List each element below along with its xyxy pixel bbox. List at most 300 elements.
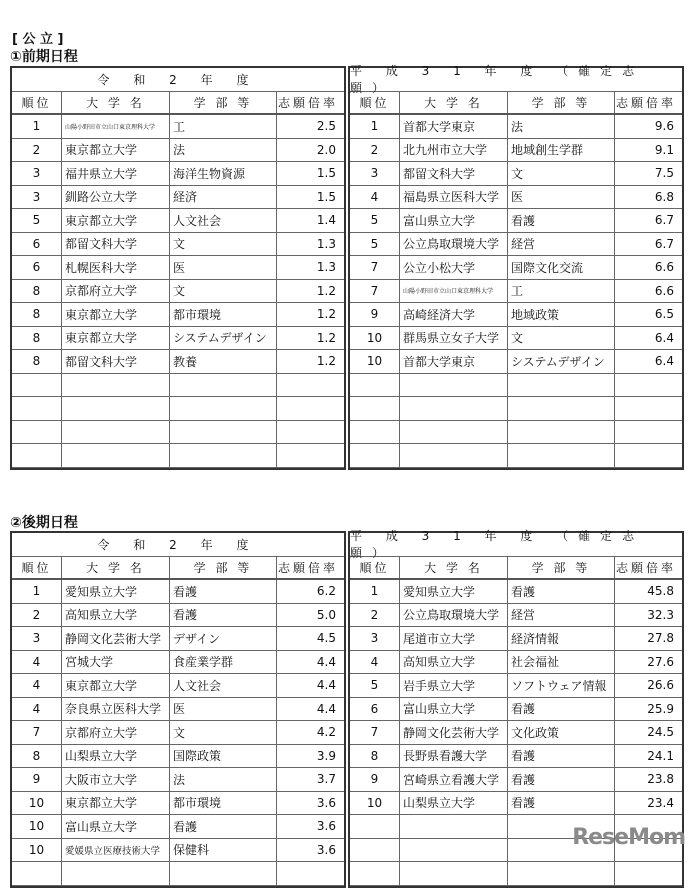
university-cell <box>62 444 170 467</box>
table-row <box>12 115 344 139</box>
table-row <box>12 792 344 816</box>
left-ranking-table <box>10 66 346 470</box>
ratio-cell <box>277 444 344 467</box>
university-cell: 尾道市立大学 <box>400 627 508 650</box>
rank-cell <box>350 839 400 862</box>
ratio-cell: 6.6 <box>654 283 674 298</box>
rank-cell <box>12 374 62 397</box>
rank-cell <box>350 397 400 420</box>
ratio-cell: 45.8 <box>647 584 674 599</box>
ratio-cell: 3.6 <box>316 795 336 810</box>
university-cell: 長野県看護大学 <box>400 745 508 768</box>
table-row <box>12 374 344 398</box>
rank-cell: 10 <box>12 815 62 838</box>
university-cell <box>62 421 170 444</box>
university-cell: 都留文科大学 <box>62 233 170 256</box>
rank-cell: 6 <box>350 698 400 721</box>
rank-cell: 10 <box>350 792 400 815</box>
ratio-cell: 1.5 <box>316 166 336 181</box>
rank-cell: 4 <box>12 674 62 697</box>
ratio-cell: 2.5 <box>316 119 336 134</box>
table-row <box>12 651 344 675</box>
ratio-cell: 6.4 <box>654 354 674 369</box>
rank-cell <box>12 421 62 444</box>
university-cell: 公立小松大学 <box>400 256 508 279</box>
faculty-cell: 看護 <box>508 209 615 232</box>
ratio-cell <box>615 444 682 467</box>
table-row <box>350 115 682 139</box>
faculty-cell <box>508 374 615 397</box>
university-cell: 高知県立大学 <box>400 651 508 674</box>
ratio-cell: 1.2 <box>316 354 336 369</box>
table-row <box>12 444 344 468</box>
ratio-cell: 6.8 <box>654 189 674 204</box>
faculty-cell: 食産業学群 <box>170 651 277 674</box>
rank-cell: 2 <box>350 604 400 627</box>
ratio-cell: 1.4 <box>316 213 336 228</box>
table-row <box>350 397 682 421</box>
faculty-cell: 文 <box>170 280 277 303</box>
table-row <box>12 839 344 863</box>
rank-cell: 4 <box>12 651 62 674</box>
table-row <box>350 721 682 745</box>
rank-cell: 9 <box>12 768 62 791</box>
university-cell: 首都大学東京 <box>400 115 508 138</box>
university-cell <box>400 421 508 444</box>
table-row <box>12 604 344 628</box>
rank-cell: 3 <box>12 186 62 209</box>
faculty-cell: 保健科 <box>170 839 277 862</box>
faculty-cell: 医 <box>508 186 615 209</box>
table-row <box>350 580 682 604</box>
table-row <box>12 815 344 839</box>
faculty-cell: 文 <box>508 162 615 185</box>
column-header: 順位 <box>350 92 400 114</box>
header-row <box>350 92 682 116</box>
ratio-cell: 2.0 <box>316 142 336 157</box>
resemom-logo: ReseMom <box>572 825 685 850</box>
rank-cell: 3 <box>350 162 400 185</box>
rank-cell: 3 <box>350 627 400 650</box>
header-row <box>12 92 344 116</box>
ratio-cell: 4.4 <box>316 678 336 693</box>
header-row <box>350 557 682 581</box>
table-row <box>350 303 682 327</box>
faculty-cell <box>508 444 615 467</box>
ratio-cell: 32.3 <box>647 607 674 622</box>
table-row <box>12 303 344 327</box>
rank-cell: 1 <box>350 580 400 603</box>
faculty-cell: 法 <box>170 768 277 791</box>
table-row <box>350 327 682 351</box>
rank-cell: 5 <box>12 209 62 232</box>
university-cell: 公立鳥取環境大学 <box>400 604 508 627</box>
faculty-cell: 看護 <box>508 792 615 815</box>
table-row <box>12 768 344 792</box>
faculty-cell: 看護 <box>170 815 277 838</box>
table-row <box>350 233 682 257</box>
rank-cell: 7 <box>350 280 400 303</box>
ratio-cell: 27.8 <box>647 631 674 646</box>
ratio-cell: 1.3 <box>316 236 336 251</box>
faculty-cell: 看護 <box>508 580 615 603</box>
ratio-cell: 1.2 <box>316 307 336 322</box>
rank-cell <box>12 444 62 467</box>
section-title-late: ②後期日程 <box>10 515 78 531</box>
faculty-cell: 医 <box>170 256 277 279</box>
table-row <box>350 698 682 722</box>
table-row <box>350 862 682 886</box>
rank-cell <box>350 444 400 467</box>
table-row <box>12 280 344 304</box>
rank-cell: 6 <box>12 233 62 256</box>
faculty-cell: 法 <box>170 139 277 162</box>
university-cell: 東京都立大学 <box>62 792 170 815</box>
faculty-cell <box>508 862 615 885</box>
table-row <box>12 421 344 445</box>
university-cell: 富山県立大学 <box>400 698 508 721</box>
ratio-cell: 26.6 <box>647 678 674 693</box>
rank-cell: 3 <box>12 627 62 650</box>
column-header: 学 部 等 <box>508 92 615 114</box>
university-cell: 京都府立大学 <box>62 280 170 303</box>
ratio-cell: 1.5 <box>316 189 336 204</box>
rank-cell: 10 <box>350 350 400 373</box>
column-header: 学 部 等 <box>170 92 277 114</box>
rank-cell: 9 <box>350 768 400 791</box>
rank-cell: 1 <box>12 580 62 603</box>
column-header: 大 学 名 <box>62 92 170 114</box>
ratio-cell <box>277 862 344 885</box>
table-row <box>12 698 344 722</box>
faculty-cell: 人文社会 <box>170 209 277 232</box>
faculty-cell: 経営 <box>508 233 615 256</box>
rank-cell: 10 <box>12 792 62 815</box>
rank-cell: 8 <box>12 350 62 373</box>
table-row <box>12 186 344 210</box>
ratio-cell: 1.3 <box>316 260 336 275</box>
faculty-cell: 法 <box>508 115 615 138</box>
faculty-cell: 国際政策 <box>170 745 277 768</box>
university-cell: 大阪市立大学 <box>62 768 170 791</box>
university-cell: 東京都立大学 <box>62 139 170 162</box>
table-row <box>350 627 682 651</box>
faculty-cell <box>170 444 277 467</box>
table-row <box>350 421 682 445</box>
faculty-cell: 看護 <box>508 768 615 791</box>
ratio-cell <box>615 862 682 885</box>
rank-cell: 7 <box>350 256 400 279</box>
column-header: 大 学 名 <box>400 557 508 579</box>
table-row <box>12 580 344 604</box>
table-row <box>350 651 682 675</box>
table-row <box>12 256 344 280</box>
faculty-cell: 文 <box>170 721 277 744</box>
category-heading: [ 公 立 ] <box>12 32 64 47</box>
rank-cell: 5 <box>350 674 400 697</box>
rank-cell: 1 <box>350 115 400 138</box>
faculty-cell <box>170 374 277 397</box>
table-row <box>350 374 682 398</box>
ratio-cell: 6.2 <box>316 584 336 599</box>
rank-cell: 8 <box>350 745 400 768</box>
ratio-cell <box>615 374 682 397</box>
university-cell: 静岡文化芸術大学 <box>62 627 170 650</box>
faculty-cell: 経営 <box>508 604 615 627</box>
faculty-cell: 文 <box>508 327 615 350</box>
table-row <box>12 350 344 374</box>
ratio-cell: 3.6 <box>316 842 336 857</box>
table-row <box>12 162 344 186</box>
column-header: 大 学 名 <box>400 92 508 114</box>
rank-cell: 10 <box>12 839 62 862</box>
university-cell: 愛知県立大学 <box>400 580 508 603</box>
faculty-cell: 人文社会 <box>170 674 277 697</box>
rank-cell: 4 <box>350 186 400 209</box>
university-cell: 山梨県立大学 <box>62 745 170 768</box>
left-ranking-table <box>10 531 346 888</box>
table-row <box>350 674 682 698</box>
faculty-cell: 都市環境 <box>170 792 277 815</box>
university-cell: 福井県立大学 <box>62 162 170 185</box>
column-header: 志願倍率 <box>278 95 339 110</box>
faculty-cell: 経済情報 <box>508 627 615 650</box>
ratio-cell: 9.6 <box>654 119 674 134</box>
university-cell: 高崎経済大学 <box>400 303 508 326</box>
faculty-cell: 国際文化交流 <box>508 256 615 279</box>
faculty-cell: 都市環境 <box>170 303 277 326</box>
faculty-cell: システムデザイン <box>508 350 615 373</box>
faculty-cell <box>170 862 277 885</box>
right-ranking-table <box>348 66 684 470</box>
column-header: 志願倍率 <box>278 560 339 575</box>
university-cell: 福島県立医科大学 <box>400 186 508 209</box>
ratio-cell: 6.7 <box>654 236 674 251</box>
university-cell: 群馬県立女子大学 <box>400 327 508 350</box>
column-header: 志願倍率 <box>616 560 677 575</box>
university-cell <box>400 444 508 467</box>
university-cell: 首都大学東京 <box>400 350 508 373</box>
university-cell: 東京都立大学 <box>62 674 170 697</box>
university-cell: 都留文科大学 <box>400 162 508 185</box>
university-cell <box>400 374 508 397</box>
left-table-caption: 令 和 2 年 度 <box>12 68 344 92</box>
faculty-cell: 看護 <box>170 580 277 603</box>
ratio-cell: 4.2 <box>316 725 336 740</box>
column-header: 学 部 等 <box>170 557 277 579</box>
university-cell <box>400 815 508 838</box>
ratio-cell: 24.1 <box>647 748 674 763</box>
faculty-cell: 文 <box>170 233 277 256</box>
ratio-cell: 27.6 <box>647 654 674 669</box>
ratio-cell <box>615 421 682 444</box>
university-cell: 釧路公立大学 <box>62 186 170 209</box>
ratio-cell: 3.9 <box>316 748 336 763</box>
rank-cell <box>12 862 62 885</box>
rank-cell: 2 <box>12 139 62 162</box>
ratio-cell: 6.7 <box>654 213 674 228</box>
ratio-cell <box>615 397 682 420</box>
faculty-cell: 地域創生学群 <box>508 139 615 162</box>
university-cell: 公立鳥取環境大学 <box>400 233 508 256</box>
university-cell: 札幌医科大学 <box>62 256 170 279</box>
faculty-cell: 教養 <box>170 350 277 373</box>
table-row <box>12 233 344 257</box>
ratio-cell <box>277 421 344 444</box>
rank-cell <box>350 374 400 397</box>
faculty-cell: 看護 <box>170 604 277 627</box>
university-cell: 富山県立大学 <box>400 209 508 232</box>
faculty-cell: 看護 <box>508 698 615 721</box>
university-cell <box>400 862 508 885</box>
table-row <box>350 745 682 769</box>
rank-cell <box>350 862 400 885</box>
rank-cell: 5 <box>350 209 400 232</box>
rank-cell: 7 <box>350 721 400 744</box>
faculty-cell: 医 <box>170 698 277 721</box>
right-table-caption: 平 成 3 1 年 度 （確定志願） <box>350 533 682 557</box>
rank-cell: 8 <box>12 745 62 768</box>
table-row <box>350 162 682 186</box>
faculty-cell: システムデザイン <box>170 327 277 350</box>
ratio-cell <box>277 397 344 420</box>
ratio-cell: 23.4 <box>647 795 674 810</box>
university-cell: 愛媛県立医療技術大学 <box>62 839 170 862</box>
university-cell: 東京都立大学 <box>62 327 170 350</box>
ratio-cell: 1.2 <box>316 283 336 298</box>
ratio-cell: 24.5 <box>647 725 674 740</box>
table-row <box>350 186 682 210</box>
table-row <box>350 139 682 163</box>
rank-cell: 2 <box>12 604 62 627</box>
university-cell: 宮城大学 <box>62 651 170 674</box>
table-row <box>350 768 682 792</box>
ratio-cell: 6.4 <box>654 330 674 345</box>
table-row <box>12 721 344 745</box>
table-row <box>350 209 682 233</box>
faculty-cell: 海洋生物資源 <box>170 162 277 185</box>
faculty-cell: デザイン <box>170 627 277 650</box>
university-cell: 北九州市立大学 <box>400 139 508 162</box>
university-cell: 山陽小野田市立山口東京理科大学 <box>400 280 508 303</box>
faculty-cell <box>508 421 615 444</box>
ratio-cell: 1.2 <box>316 330 336 345</box>
ratio-cell: 4.5 <box>316 631 336 646</box>
ratio-cell: 23.8 <box>647 772 674 787</box>
column-header: 順位 <box>12 92 62 114</box>
rank-cell <box>350 421 400 444</box>
ratio-cell: 3.6 <box>316 819 336 834</box>
column-header: 志願倍率 <box>616 95 677 110</box>
table-row <box>12 674 344 698</box>
faculty-cell <box>508 397 615 420</box>
ratio-cell <box>277 374 344 397</box>
table-row <box>12 862 344 886</box>
rank-cell: 6 <box>12 256 62 279</box>
table-row <box>12 627 344 651</box>
rank-cell: 10 <box>350 327 400 350</box>
university-cell <box>62 397 170 420</box>
column-header: 学 部 等 <box>508 557 615 579</box>
header-row <box>12 557 344 581</box>
ratio-cell: 6.6 <box>654 260 674 275</box>
table-row <box>12 139 344 163</box>
table-row <box>350 444 682 468</box>
faculty-cell: 文化政策 <box>508 721 615 744</box>
ratio-cell: 4.4 <box>316 654 336 669</box>
rank-cell: 5 <box>350 233 400 256</box>
rank-cell: 2 <box>350 139 400 162</box>
table-row <box>12 327 344 351</box>
rank-cell: 9 <box>350 303 400 326</box>
university-cell: 宮崎県立看護大学 <box>400 768 508 791</box>
rank-cell: 4 <box>350 651 400 674</box>
faculty-cell: 看護 <box>508 745 615 768</box>
table-row <box>12 209 344 233</box>
university-cell: 山陽小野田市立山口東京理科大学 <box>62 115 170 138</box>
rank-cell <box>350 815 400 838</box>
university-cell <box>400 839 508 862</box>
faculty-cell: 工 <box>170 115 277 138</box>
ratio-cell: 4.4 <box>316 701 336 716</box>
rank-cell: 8 <box>12 327 62 350</box>
university-cell <box>62 374 170 397</box>
university-cell: 高知県立大学 <box>62 604 170 627</box>
table-row <box>12 397 344 421</box>
faculty-cell: ソフトウェア情報 <box>508 674 615 697</box>
table-row <box>350 604 682 628</box>
column-header: 大 学 名 <box>62 557 170 579</box>
ratio-cell: 25.9 <box>647 701 674 716</box>
university-cell: 東京都立大学 <box>62 303 170 326</box>
university-cell: 岩手県立大学 <box>400 674 508 697</box>
rank-cell <box>12 397 62 420</box>
university-cell: 東京都立大学 <box>62 209 170 232</box>
rank-cell: 4 <box>12 698 62 721</box>
university-cell: 奈良県立医科大学 <box>62 698 170 721</box>
university-cell <box>62 862 170 885</box>
table-row <box>350 256 682 280</box>
university-cell <box>400 397 508 420</box>
left-table-caption: 令 和 2 年 度 <box>12 533 344 557</box>
right-table-caption: 平 成 3 1 年 度 （確定志願） <box>350 68 682 92</box>
column-header: 順位 <box>12 557 62 579</box>
faculty-cell: 工 <box>508 280 615 303</box>
ratio-cell: 6.5 <box>654 307 674 322</box>
column-header: 順位 <box>350 557 400 579</box>
table-row <box>350 280 682 304</box>
university-cell: 京都府立大学 <box>62 721 170 744</box>
section-title-early: ①前期日程 <box>10 49 78 65</box>
ratio-cell: 9.1 <box>654 142 674 157</box>
faculty-cell: 社会福祉 <box>508 651 615 674</box>
university-cell: 山梨県立大学 <box>400 792 508 815</box>
table-row <box>350 350 682 374</box>
ratio-cell: 3.7 <box>316 772 336 787</box>
faculty-cell: 地域政策 <box>508 303 615 326</box>
faculty-cell <box>170 397 277 420</box>
rank-cell: 1 <box>12 115 62 138</box>
university-cell: 都留文科大学 <box>62 350 170 373</box>
table-row <box>350 792 682 816</box>
ratio-cell: 5.0 <box>316 607 336 622</box>
ratio-cell: 7.5 <box>654 166 674 181</box>
university-cell: 富山県立大学 <box>62 815 170 838</box>
university-cell: 愛知県立大学 <box>62 580 170 603</box>
faculty-cell <box>170 421 277 444</box>
rank-cell: 3 <box>12 162 62 185</box>
university-cell: 静岡文化芸術大学 <box>400 721 508 744</box>
